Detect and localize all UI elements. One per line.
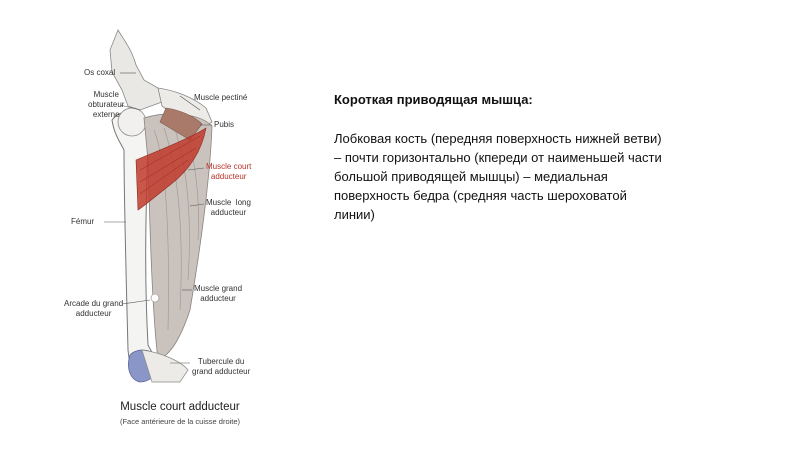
label-long-adductor: Muscle long adducteur	[206, 198, 251, 217]
anatomy-figure	[40, 10, 300, 435]
label-os-coxal: Os coxal	[84, 68, 116, 77]
label-adductor-tubercle: Tubercule du grand adducteur	[192, 357, 251, 376]
label-pectineus: Muscle pectiné	[194, 93, 248, 102]
label-short-adductor: Muscle court adducteur	[206, 162, 252, 181]
figure-caption-subtitle: (Face antérieure de la cuisse droite)	[119, 417, 241, 426]
label-pubis: Pubis	[214, 120, 235, 129]
label-obturator-externus: Muscle obturateur externe	[88, 90, 125, 119]
figure-caption-title: Muscle court adducteur	[120, 401, 240, 413]
description-block	[334, 92, 734, 224]
label-adductor-arcade: Arcade du grand adducteur	[64, 299, 124, 318]
description-heading: Короткая приводящая мышца:	[334, 92, 533, 107]
label-femur: Fémur	[71, 217, 95, 226]
label-great-adductor: Muscle grand adducteur	[194, 284, 243, 303]
description-body: Лобковая кость (передняя поверхность нижней ветви) – почти горизонтально (кпереди от наименьшей части большой приводящей мышцы) – медиальная поверхность бедра (средняя часть шероховатой линии)	[334, 131, 662, 222]
